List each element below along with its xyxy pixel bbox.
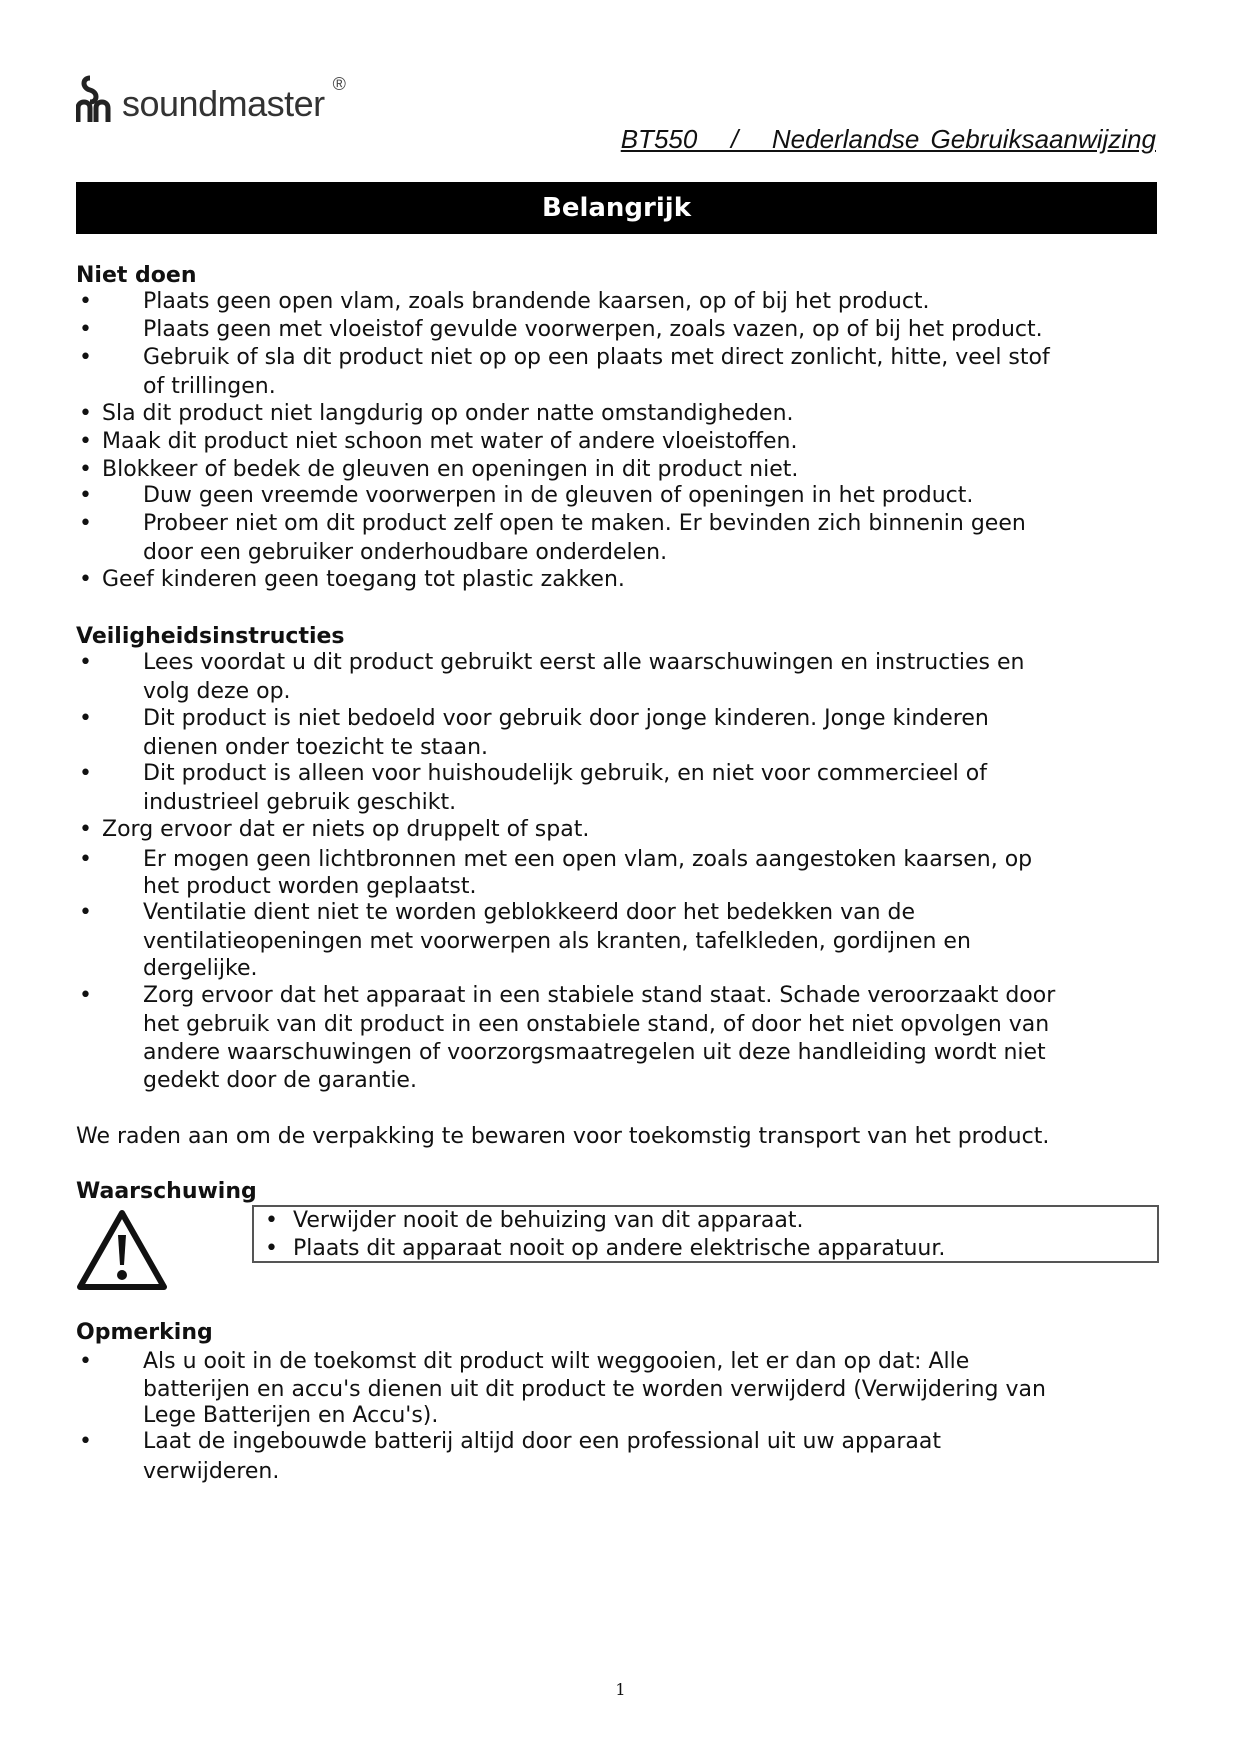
list-item: Dit product is alleen voor huishoudelijk gebruik, en niet voor commercieel of [143,761,987,786]
brand-logo [76,74,346,124]
list-item: Geef kinderen geen toegang tot plastic zakken. [102,567,625,592]
list-item-continued: ventilatieopeningen met voorwerpen als kranten, tafelkleden, gordijnen en [143,929,971,954]
soundmaster-logo-icon [76,74,118,124]
list-item-continued: of trillingen. [143,374,276,399]
bullet: • [79,567,92,592]
list-item: Er mogen geen lichtbronnen met een open vlam, zoals aangestoken kaarsen, op [143,847,1033,872]
brand-name: soundmaster [122,83,325,124]
bullet: • [79,429,92,454]
document-title: BT550 / Nederlandse Gebruiksaanwijzing [620,124,1156,154]
bullet: • [79,1429,92,1454]
section-heading-waarschuwing: Waarschuwing [76,1179,257,1204]
list-item: Plaats geen met vloeistof gevulde voorwerpen, zoals vazen, op of bij het product. [143,317,1043,342]
section-heading-niet-doen: Niet doen [76,263,197,288]
bullet: • [79,483,92,508]
list-item-continued: Lege Batterijen en Accu's). [143,1403,439,1428]
list-item: Laat de ingebouwde batterij altijd door een professional uit uw apparaat [143,1429,941,1454]
warning-item: Plaats dit apparaat nooit op andere elektrische apparatuur. [293,1236,946,1261]
list-item: Probeer niet om dit product zelf open te maken. Er bevinden zich binnenin geen [143,511,1026,536]
list-item: Gebruik of sla dit product niet op op een plaats met direct zonlicht, hitte, veel stof [143,345,1050,370]
list-item: Lees voordat u dit product gebruikt eerst alle waarschuwingen en instructies en [143,650,1025,675]
list-item-continued: volg deze op. [143,679,291,704]
bullet: • [79,457,92,482]
list-item-continued: het gebruik van dit product in een onstabiele stand, of door het niet opvolgen van [143,1012,1050,1037]
list-item-continued: dergelijke. [143,956,258,981]
list-item-continued: andere waarschuwingen of voorzorgsmaatregelen uit deze handleiding wordt niet [143,1040,1046,1065]
bullet: • [79,900,92,925]
warning-triangle-icon [76,1209,168,1291]
bullet: • [79,1349,92,1374]
list-item-continued: door een gebruiker onderhoudbare onderdelen. [143,540,668,565]
list-item: Maak dit product niet schoon met water of andere vloeistoffen. [102,429,798,454]
section-heading-opmerking: Opmerking [76,1320,213,1345]
list-item-continued: verwijderen. [143,1459,280,1484]
advice-paragraph: We raden aan om de verpakking te bewaren voor toekomstig transport van het product. [76,1124,1050,1149]
bullet: • [79,401,92,426]
list-item-continued: batterijen en accu's dienen uit dit product te worden verwijderd (Verwijdering van [143,1377,1046,1402]
bullet: • [79,511,92,536]
warning-item: Verwijder nooit de behuizing van dit apparaat. [293,1208,804,1233]
page-number: 1 [615,1680,626,1699]
list-item: Zorg ervoor dat het apparaat in een stabiele stand staat. Schade veroorzaakt door [143,983,1056,1008]
bullet: • [79,289,92,314]
bullet: • [79,706,92,731]
list-item-continued: gedekt door de garantie. [143,1068,417,1093]
list-item: Dit product is niet bedoeld voor gebruik door jonge kinderen. Jonge kinderen [143,706,989,731]
list-item: Sla dit product niet langdurig op onder natte omstandigheden. [102,401,794,426]
list-item-continued: dienen onder toezicht te staan. [143,735,489,760]
list-item-continued: het product worden geplaatst. [143,874,477,899]
list-item: Als u ooit in de toekomst dit product wilt weggooien, let er dan op dat: Alle [143,1349,970,1374]
list-item: Zorg ervoor dat er niets op druppelt of spat. [102,817,590,842]
bullet: • [265,1208,278,1233]
list-item: Plaats geen open vlam, zoals brandende kaarsen, op of bij het product. [143,289,930,314]
list-item: Blokkeer of bedek de gleuven en openingen in dit product niet. [102,457,799,482]
bullet: • [265,1236,278,1261]
section-heading-veiligheid: Veiligheidsinstructies [76,624,345,649]
list-item: Duw geen vreemde voorwerpen in de gleuven of openingen in het product. [143,483,974,508]
registered-mark: ® [332,74,346,94]
banner-title: Belangrijk [542,193,691,223]
bullet: • [79,983,92,1008]
list-item-continued: industrieel gebruik geschikt. [143,790,457,815]
list-item: Ventilatie dient niet te worden geblokkeerd door het bedekken van de [143,900,916,925]
bullet: • [79,345,92,370]
bullet: • [79,650,92,675]
bullet: • [79,317,92,342]
bullet: • [79,817,92,842]
bullet: • [79,761,92,786]
bullet: • [79,847,92,872]
section-banner [76,182,1157,234]
